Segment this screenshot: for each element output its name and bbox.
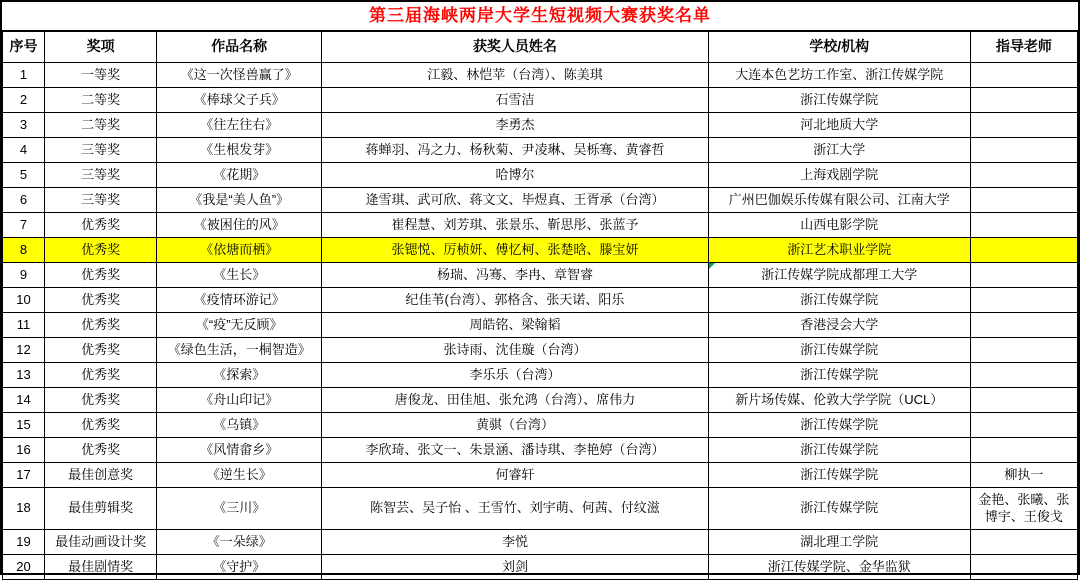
table-row xyxy=(3,530,1078,555)
cell-work-title: 《生根发芽》 xyxy=(157,138,322,163)
cell-award: 最佳创意奖 xyxy=(45,463,157,488)
cell-award: 三等奖 xyxy=(45,163,157,188)
col-header-names: 获奖人员姓名 xyxy=(322,32,708,63)
cell-award: 最佳剧情奖 xyxy=(45,555,157,580)
col-header-advisor: 指导老师 xyxy=(970,32,1077,63)
cell-award: 优秀奖 xyxy=(45,438,157,463)
award-table-body xyxy=(3,63,1078,580)
cell-work-title: 《疫情环游记》 xyxy=(157,288,322,313)
cell-work-title: 《逆生长》 xyxy=(157,463,322,488)
cell-winner-names: 黄骐（台湾） xyxy=(322,413,708,438)
cell-index: 14 xyxy=(3,388,45,413)
cell-work-title: 《被困住的风》 xyxy=(157,213,322,238)
cell-school: 浙江传媒学院 xyxy=(708,338,970,363)
cell-school: 浙江大学 xyxy=(708,138,970,163)
cell-award: 优秀奖 xyxy=(45,213,157,238)
cell-school: 浙江传媒学院 xyxy=(708,488,970,530)
cell-work-title: 《往左往右》 xyxy=(157,113,322,138)
cell-school: 浙江传媒学院、金华监狱 xyxy=(708,555,970,580)
table-row xyxy=(3,138,1078,163)
cell-school: 浙江传媒学院成都理工大学 xyxy=(708,263,970,288)
cell-advisor xyxy=(970,188,1077,213)
cell-index: 8 xyxy=(3,238,45,263)
page-title: 第三届海峡两岸大学生短视频大赛获奖名单 xyxy=(2,2,1078,31)
table-row xyxy=(3,313,1078,338)
cell-winner-names: 李乐乐（台湾） xyxy=(322,363,708,388)
cell-index: 4 xyxy=(3,138,45,163)
cell-award: 最佳动画设计奖 xyxy=(45,530,157,555)
table-row xyxy=(3,163,1078,188)
cell-work-title: 《花期》 xyxy=(157,163,322,188)
cell-advisor xyxy=(970,338,1077,363)
col-header-award: 奖项 xyxy=(45,32,157,63)
cell-winner-names: 周皓铭、梁翰韬 xyxy=(322,313,708,338)
table-row xyxy=(3,213,1078,238)
cell-advisor xyxy=(970,63,1077,88)
cell-advisor xyxy=(970,263,1077,288)
cell-school: 浙江艺术职业学院 xyxy=(708,238,970,263)
cell-award: 三等奖 xyxy=(45,188,157,213)
cell-advisor xyxy=(970,238,1077,263)
cell-school: 广州巴伽娱乐传媒有限公司、江南大学 xyxy=(708,188,970,213)
cell-award: 优秀奖 xyxy=(45,263,157,288)
cell-advisor xyxy=(970,555,1077,580)
cell-work-title: 《棒球父子兵》 xyxy=(157,88,322,113)
cell-school: 大连本色艺坊工作室、浙江传媒学院 xyxy=(708,63,970,88)
cell-advisor: 柳执一 xyxy=(970,463,1077,488)
cell-work-title: 《我是“美人鱼”》 xyxy=(157,188,322,213)
cell-work-title: 《风情畲乡》 xyxy=(157,438,322,463)
cell-index: 7 xyxy=(3,213,45,238)
cell-index: 15 xyxy=(3,413,45,438)
cell-index: 9 xyxy=(3,263,45,288)
cell-award: 优秀奖 xyxy=(45,413,157,438)
cell-winner-names: 唐俊龙、田佳旭、张允鸿（台湾）、席伟力 xyxy=(322,388,708,413)
cell-winner-names: 张诗雨、沈佳璇（台湾） xyxy=(322,338,708,363)
header-row xyxy=(3,32,1078,63)
cell-winner-names: 何睿轩 xyxy=(322,463,708,488)
cell-award: 二等奖 xyxy=(45,113,157,138)
cell-winner-names: 杨瑞、冯骞、李冉、章智睿 xyxy=(322,263,708,288)
cell-work-title: 《探索》 xyxy=(157,363,322,388)
cell-work-title: 《生长》 xyxy=(157,263,322,288)
cell-index: 20 xyxy=(3,555,45,580)
cell-advisor xyxy=(970,138,1077,163)
cell-award: 一等奖 xyxy=(45,63,157,88)
cell-winner-names: 崔程慧、刘芳琪、张景乐、靳思彤、张蓝予 xyxy=(322,213,708,238)
cell-index: 2 xyxy=(3,88,45,113)
cell-index: 11 xyxy=(3,313,45,338)
cell-work-title: 《依塘而栖》 xyxy=(157,238,322,263)
cell-school: 河北地质大学 xyxy=(708,113,970,138)
cell-winner-names: 蒋蝉羽、冯之力、杨秋菊、尹凌琳、吴栎骞、黄睿哲 xyxy=(322,138,708,163)
cell-winner-names: 纪佳苇(台湾）、郭格含、张天诺、阳乐 xyxy=(322,288,708,313)
award-table xyxy=(2,31,1078,580)
cell-winner-names: 刘剑 xyxy=(322,555,708,580)
cell-winner-names: 李悦 xyxy=(322,530,708,555)
table-row xyxy=(3,288,1078,313)
table-row xyxy=(3,388,1078,413)
cell-school: 浙江传媒学院 xyxy=(708,288,970,313)
cell-index: 19 xyxy=(3,530,45,555)
cell-school: 浙江传媒学院 xyxy=(708,363,970,388)
cell-advisor xyxy=(970,363,1077,388)
cell-winner-names: 江毅、林恺苹（台湾）、陈美琪 xyxy=(322,63,708,88)
table-row xyxy=(3,413,1078,438)
cell-work-title: 《三川》 xyxy=(157,488,322,530)
cell-index: 12 xyxy=(3,338,45,363)
cell-work-title: 《“疫”无反顾》 xyxy=(157,313,322,338)
cell-index: 18 xyxy=(3,488,45,530)
cell-winner-names: 逄雪琪、武可欣、蒋文文、毕煜真、王胥承（台湾） xyxy=(322,188,708,213)
cell-advisor xyxy=(970,313,1077,338)
cell-winner-names: 石雪洁 xyxy=(322,88,708,113)
cell-advisor xyxy=(970,413,1077,438)
cell-advisor: 金艳、张曦、张博宇、王俊戈 xyxy=(970,488,1077,530)
table-row xyxy=(3,488,1078,530)
col-header-index: 序号 xyxy=(3,32,45,63)
cell-award: 三等奖 xyxy=(45,138,157,163)
cell-award: 优秀奖 xyxy=(45,238,157,263)
cell-award: 优秀奖 xyxy=(45,388,157,413)
cell-comment-marker-icon xyxy=(709,263,715,269)
cell-work-title: 《一朵绿》 xyxy=(157,530,322,555)
cell-index: 5 xyxy=(3,163,45,188)
cell-award: 优秀奖 xyxy=(45,363,157,388)
cell-advisor xyxy=(970,388,1077,413)
cell-school: 山西电影学院 xyxy=(708,213,970,238)
cell-advisor xyxy=(970,530,1077,555)
cell-winner-names: 李欣琦、张文一、朱景涵、潘诗琪、李艳婷（台湾） xyxy=(322,438,708,463)
table-row xyxy=(3,238,1078,263)
cell-winner-names: 张锶悦、厉桢妍、傅忆柯、张楚晗、滕宝妍 xyxy=(322,238,708,263)
table-row xyxy=(3,88,1078,113)
cell-winner-names: 陈智芸、吴子怡 、王雪竹、刘宇萌、何茜、付纹滋 xyxy=(322,488,708,530)
cell-award: 优秀奖 xyxy=(45,313,157,338)
table-row xyxy=(3,438,1078,463)
cell-advisor xyxy=(970,213,1077,238)
cell-school: 湖北理工学院 xyxy=(708,530,970,555)
cell-index: 17 xyxy=(3,463,45,488)
cell-work-title: 《这一次怪兽赢了》 xyxy=(157,63,322,88)
cell-advisor xyxy=(970,88,1077,113)
cell-award: 优秀奖 xyxy=(45,288,157,313)
cell-award: 优秀奖 xyxy=(45,338,157,363)
table-row xyxy=(3,463,1078,488)
cell-work-title: 《舟山印记》 xyxy=(157,388,322,413)
table-row xyxy=(3,188,1078,213)
table-row xyxy=(3,363,1078,388)
cell-advisor xyxy=(970,163,1077,188)
table-row xyxy=(3,555,1078,580)
cell-winner-names: 哈博尔 xyxy=(322,163,708,188)
table-row xyxy=(3,113,1078,138)
table-row xyxy=(3,263,1078,288)
cell-school: 上海戏剧学院 xyxy=(708,163,970,188)
table-row xyxy=(3,63,1078,88)
col-header-school: 学校/机构 xyxy=(708,32,970,63)
cell-award: 二等奖 xyxy=(45,88,157,113)
cell-school: 浙江传媒学院 xyxy=(708,88,970,113)
cell-index: 1 xyxy=(3,63,45,88)
cell-award: 最佳剪辑奖 xyxy=(45,488,157,530)
cell-index: 3 xyxy=(3,113,45,138)
cell-index: 16 xyxy=(3,438,45,463)
cell-index: 6 xyxy=(3,188,45,213)
cell-school: 香港浸会大学 xyxy=(708,313,970,338)
cell-advisor xyxy=(970,288,1077,313)
cell-school: 浙江传媒学院 xyxy=(708,463,970,488)
cell-index: 13 xyxy=(3,363,45,388)
cell-work-title: 《守护》 xyxy=(157,555,322,580)
cell-advisor xyxy=(970,438,1077,463)
cell-school: 新片场传媒、伦敦大学学院（UCL） xyxy=(708,388,970,413)
cell-work-title: 《乌镇》 xyxy=(157,413,322,438)
cell-work-title: 《绿色生活，一桐智造》 xyxy=(157,338,322,363)
cell-index: 10 xyxy=(3,288,45,313)
col-header-work: 作品名称 xyxy=(157,32,322,63)
cell-advisor xyxy=(970,113,1077,138)
cell-winner-names: 李勇杰 xyxy=(322,113,708,138)
cell-school: 浙江传媒学院 xyxy=(708,413,970,438)
cell-school: 浙江传媒学院 xyxy=(708,438,970,463)
table-row xyxy=(3,338,1078,363)
